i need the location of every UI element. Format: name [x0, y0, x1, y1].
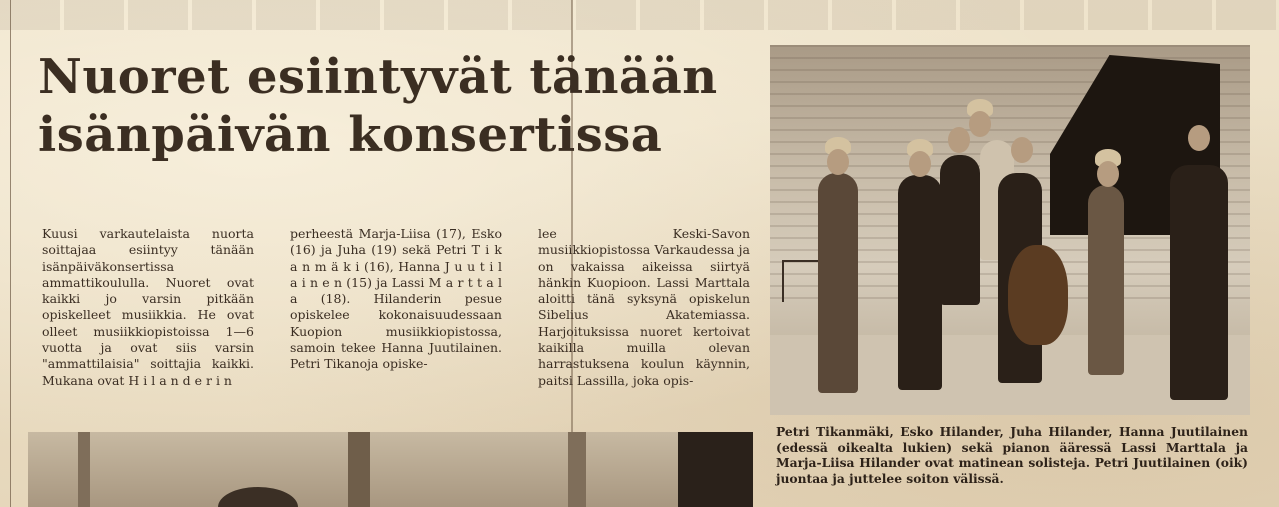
previous-page-bleed: [0, 0, 1279, 30]
column-rule: [10, 0, 11, 507]
chair: [782, 260, 822, 302]
pianist: [940, 155, 980, 305]
photo-element: [348, 432, 370, 507]
musician-head: [1011, 137, 1033, 163]
headline-line-2: isänpäivän konsertissa: [38, 107, 663, 163]
photo-element: [78, 432, 90, 507]
host-standing: [1170, 165, 1228, 400]
musician-flute: [1088, 185, 1124, 375]
musician-head: [827, 149, 849, 175]
photo-element: [218, 487, 298, 507]
host-head: [1188, 125, 1210, 151]
musicians-photo: [770, 45, 1250, 415]
pianist-head: [948, 127, 970, 153]
article-column-3: lee Keski-Savon musiikkiopistossa Varkaudessa ja on vakaissa aikeissa siirtyä hänkin Kuopioon. Lassi Marttala aloitti tänä syksynä opiskelun Sibelius Akatemiassa. Harjoituksissa nuoret kertoivat kaikilla muilla olevan harrastuksena koulun käynnin, paitsi Lassilla, joka opis-: [538, 226, 750, 388]
photo-element: [678, 432, 753, 507]
second-photo: [28, 432, 753, 507]
photo-caption: Petri Tikanmäki, Esko Hilander, Juha Hilander, Hanna Juutilainen (edessä oikealta lukien) sekä pianon ääressä Lassi Marttala ja Marja-Liisa Hilander ovat matinean solisteja. Petri Juutilainen (oik) juontaa ja juttelee soiton välissä.: [776, 424, 1248, 486]
musician-violin: [898, 175, 942, 390]
article-column-2: perheestä Marja-Liisa (17), Esko (16) ja Juha (19) sekä Petri T i k a n m ä k i (16), Hanna J u u t i l a i n e n (15) ja Lassi M a r t t a l a (18). Hilanderin pesue opiskelee kokonaisuudessaan Kuopion musiikkiopistossa, samoin tekee Hanna Juutilainen. Petri Tikanoja opiske-: [290, 226, 502, 372]
musician-head: [909, 151, 931, 177]
musician-head: [969, 111, 991, 137]
cello: [1008, 245, 1068, 345]
photo-element: [568, 432, 586, 507]
musician-trumpet: [818, 173, 858, 393]
article-headline: [38, 48, 758, 164]
musician-head: [1097, 161, 1119, 187]
article-column-1: Kuusi varkautelaista nuorta soittajaa esiintyy tänään isänpäiväkonsertissa ammattikoululla. Nuoret ovat kaikki jo varsin pitkään opiskelleet musiikkia. He ovat olleet musiikkiopistoissa 1—6 vuotta ja ovat siis varsin "ammattilaisia" soittajia kaikki. Mukana ovat H i l a n d e r i n: [42, 226, 254, 388]
headline-line-1: Nuoret esiintyvät tänään: [38, 49, 718, 105]
